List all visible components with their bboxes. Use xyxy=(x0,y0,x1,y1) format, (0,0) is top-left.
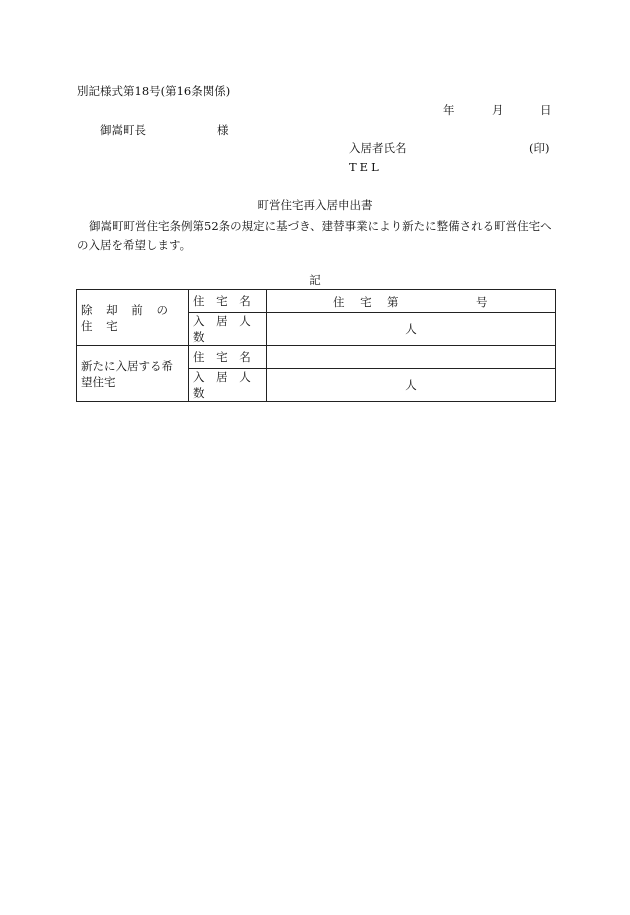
new-housing-header: 新たに入居する希望住宅 xyxy=(77,346,189,402)
table-row xyxy=(77,346,556,369)
date-year-label: 年 xyxy=(443,103,455,117)
previous-housing-header: 除 却 前 の 住 宅 xyxy=(77,290,189,346)
new-housing-name-cell xyxy=(267,346,556,369)
dai-label: 第 xyxy=(387,295,399,309)
tel-label: TEL xyxy=(349,160,382,174)
applicant-name-label: 入居者氏名 xyxy=(349,141,407,155)
occupants-label: 入 居 人 数 xyxy=(189,313,267,346)
new-occupants-cell: 人 xyxy=(267,369,556,402)
document-title: 町営住宅再入居申出書 xyxy=(257,198,373,212)
date-day-label: 日 xyxy=(540,103,552,117)
previous-occupants-cell: 人 xyxy=(267,313,556,346)
housing-name-label: 住 宅 名 xyxy=(189,290,267,313)
occupants-label: 入 居 人 数 xyxy=(189,369,267,402)
previous-housing-name-cell xyxy=(267,290,556,313)
table-row xyxy=(77,290,556,313)
seal-mark: (印) xyxy=(529,141,550,155)
application-statement: 御嵩町町営住宅条例第52条の規定に基づき、建替事業により新たに整備される町営住宅への入居を希望します。 xyxy=(77,219,552,252)
housing-unit-label: 住 宅 xyxy=(333,295,378,309)
housing-table xyxy=(76,289,556,402)
go-label: 号 xyxy=(476,295,488,309)
ki-heading: 記 xyxy=(309,273,321,287)
addressee-honorific: 様 xyxy=(217,123,229,137)
addressee-name: 御嵩町長 xyxy=(100,123,146,137)
date-month-label: 月 xyxy=(492,103,504,117)
housing-name-label: 住 宅 名 xyxy=(189,346,267,369)
form-number: 別記様式第18号(第16条関係) xyxy=(77,84,231,98)
